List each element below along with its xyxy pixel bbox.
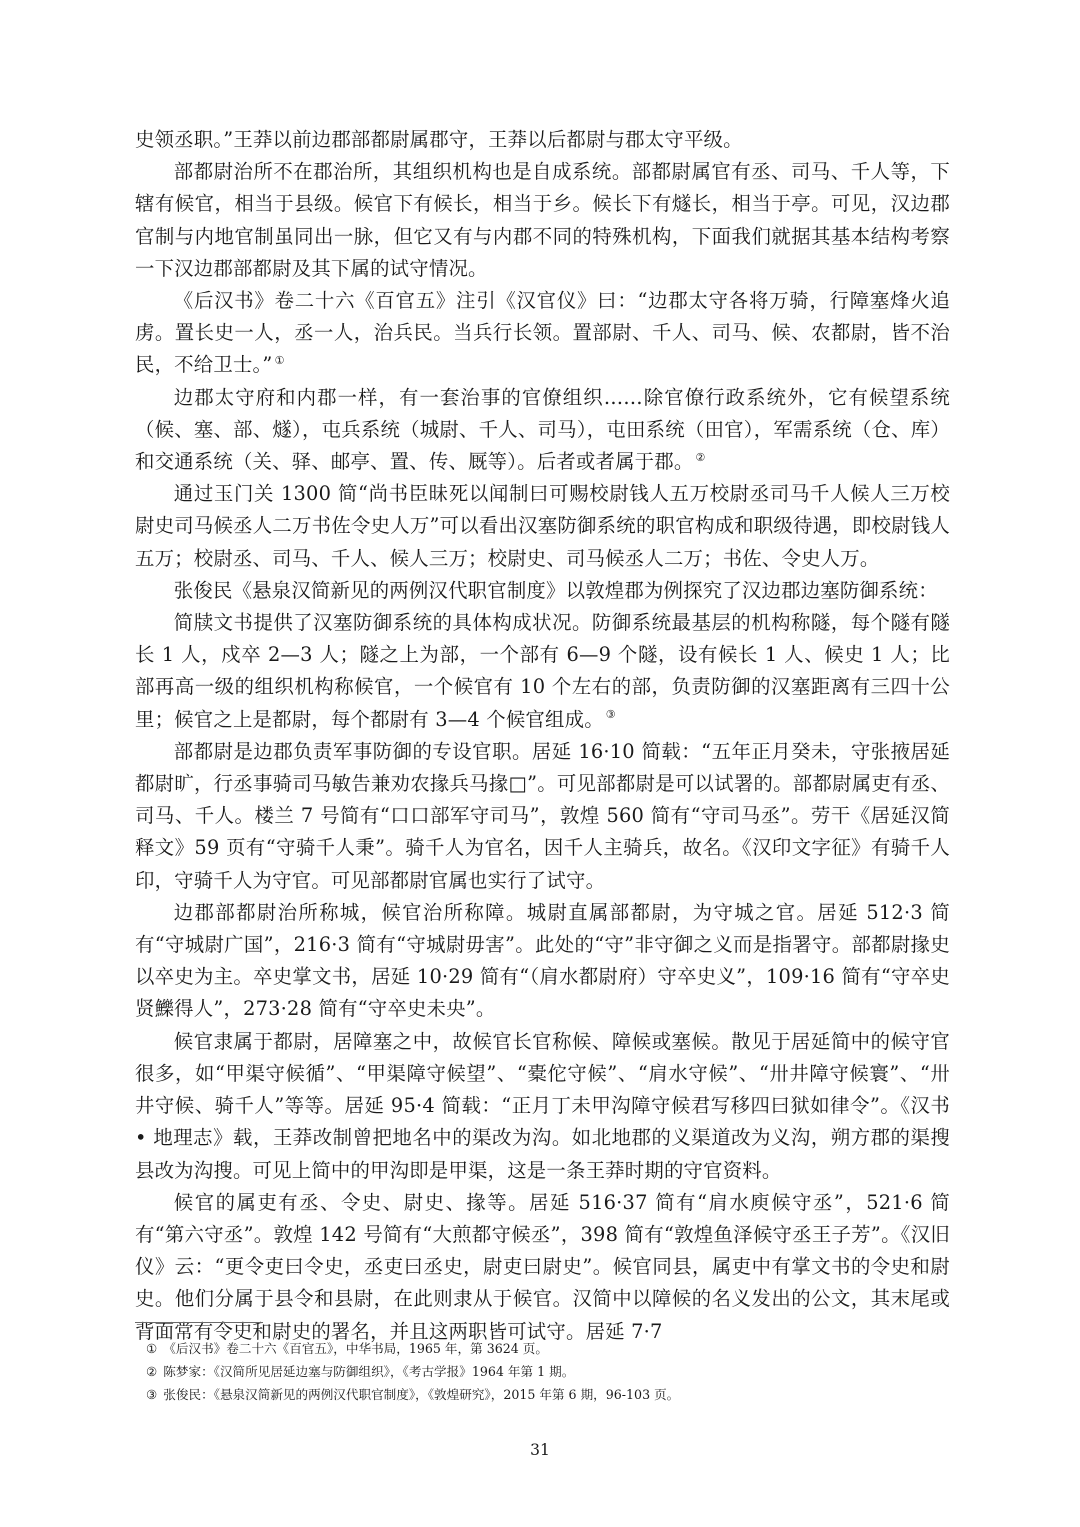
quote-paragraph: 边郡太守府和内郡一样，有一套治事的官僚组织……除官僚行政系统外，它有候望系统（候、塞、部、燧），屯兵系统（城尉、千人、司马），屯田系统（田官），军需系统（仓、库）和交通系统（关、驿、邮亭、置、传、厩等）。后者或者属于郡。 ②: [135, 385, 950, 474]
footnote: [135, 1337, 950, 1360]
footnote-number: ③: [146, 1387, 158, 1402]
quote-paragraph: 简牍文书提供了汉塞防御系统的具体构成状况。防御系统最基层的机构称隧，每个隧有隧长 1 人，戍卒 2—3 人；隧之上为部，一个部有 6—9 个隧，设有候长 1 人、候史 1 人；比部再高一级的组织机构称候官，一个候官有 10 个左右的部，负责防御的汉塞距离有三四十公里；候官之上是都尉，每个都尉有 3—4 个候官组成。 ③: [135, 611, 950, 731]
footnote-marker[interactable]: ①: [274, 353, 285, 367]
paragraph: 候官隶属于都尉，居障塞之中，故候官长官称候、障候或塞候。散见于居延简中的候守官很多，如“甲渠守候循”、“甲渠障守候望”、“橐佗守候”、“肩水守候”、“卅井障守候寰”、“卅井守候、骑千人”等等。居延 95·4 简载：“正月丁未甲沟障守候君写移四曰狱如律令”。《汉书 • 地理志》载，王莽改制曾把地名中的渠改为沟。如北地郡的义渠道改为义沟，朔方郡的渠搜县改为沟搜。可见上简中的甲沟即是甲渠，这是一条王莽时期的守官资料。: [135, 1029, 950, 1182]
paragraph: 部都尉治所不在郡治所，其组织机构也是自成系统。部都尉属官有丞、司马、千人等，下辖有候官，相当于县级。候官下有候长，相当于乡。候长下有燧长，相当于亭。可见，汉边郡官制与内地官制虽同出一脉，但它又有与内郡不同的特殊机构，下面我们就据其基本结构考察一下汉边郡部都尉及其下属的试守情况。: [135, 160, 950, 280]
body-text: [135, 124, 950, 1348]
footnote: [135, 1360, 950, 1383]
footnote-marker[interactable]: ②: [695, 450, 706, 464]
paragraph: 史领丞职。”王莽以前边郡部都尉属郡守，王莽以后都尉与郡太守平级。: [135, 128, 743, 151]
paragraph: 部都尉是边郡负责军事防御的专设官职。居延 16·10 简载：“五年正月癸未，守张掖居延都尉旷，行丞事骑司马敏告兼劝农掾兵马掾□”。可见部都尉是可以试署的。部都尉属吏有丞、司马、千人。楼兰 7 号简有“口口部军守司马”，敦煌 560 简有“守司马丞”。劳干《居延汉简释文》59 页有“守骑千人秉”。骑千人为官名，因千人主骑兵，故名。《汉印文字征》有骑千人印，守骑千人为守官。可见部都尉官属也实行了试守。: [135, 739, 950, 892]
footnote-number: ②: [146, 1364, 158, 1379]
paragraph: 张俊民《悬泉汉简新见的两例汉代职官制度》以敦煌郡为例探究了汉边郡边塞防御系统：: [173, 578, 938, 602]
paragraph: 通过玉门关 1300 简“尚书臣昧死以闻制曰可赐校尉钱人五万校尉丞司马千人候人三万校尉史司马候丞人二万书佐令史人万”可以看出汉塞防御系统的职官构成和职级待遇，即校尉钱人五万；校尉丞、司马、千人、候人三万；校尉史、司马候丞人二万；书佐、令史人万。: [135, 482, 950, 570]
footnote-divider: [135, 1322, 263, 1323]
paragraph: 候官的属吏有丞、令史、尉史、掾等。居延 516·37 简有“肩水庾候守丞”，521·6 简有“第六守丞”。敦煌 142 号简有“大煎都守候丞”，398 简有“敦煌鱼泽候守丞王子芳”。《汉旧仪》云：“更令吏曰令史，丞吏曰丞史，尉吏曰尉史”。候官同县，属吏中有掌文书的令史和尉史。他们分属于县令和县尉，在此则隶从于候官。汉简中以障候的名义发出的公文，其末尾或背面常有令史和尉史的署名，并且这两职皆可试守。居延 7·7: [135, 1190, 950, 1343]
page-number: 31: [530, 1441, 550, 1459]
footnote-text: 陈梦家：《汉简所见居延边塞与防御组织》，《考古学报》1964 年第 1 期。: [163, 1364, 575, 1379]
footnote: [135, 1383, 950, 1406]
footnote-marker[interactable]: ③: [605, 708, 616, 722]
paragraph: 边郡部都尉治所称城，候官治所称障。城尉直属部都尉，为守城之官。居延 512·3 简有“守城尉广国”，216·3 简有“守城尉毋害”。此处的“守”非守御之义而是指署守。部都尉掾史以卒史为主。卒史掌文书，居延 10·29 简有“（肩水都尉府）守卒史义”，109·16 简有“守卒史贤鱳得人”，273·28 简有“守卒史未央”。: [135, 900, 950, 1021]
footnote-text: 张俊民：《悬泉汉简新见的两例汉代职官制度》，《敦煌研究》，2015 年第 6 期，96-103 页。: [163, 1387, 680, 1402]
quote-paragraph: 《后汉书》卷二十六《百官五》注引《汉官仪》曰：“边郡太守各将万骑，行障塞烽火追虏。置长史一人，丞一人，治兵民。当兵行长领。置部尉、千人、司马、候、农都尉，皆不治民，不给卫士。” ①: [135, 289, 950, 377]
footnote-text: 《后汉书》卷二十六《百官五》，中华书局，1965 年，第 3624 页。: [163, 1341, 548, 1356]
footnote-number: ①: [146, 1341, 158, 1356]
footnotes: [135, 1322, 950, 1406]
